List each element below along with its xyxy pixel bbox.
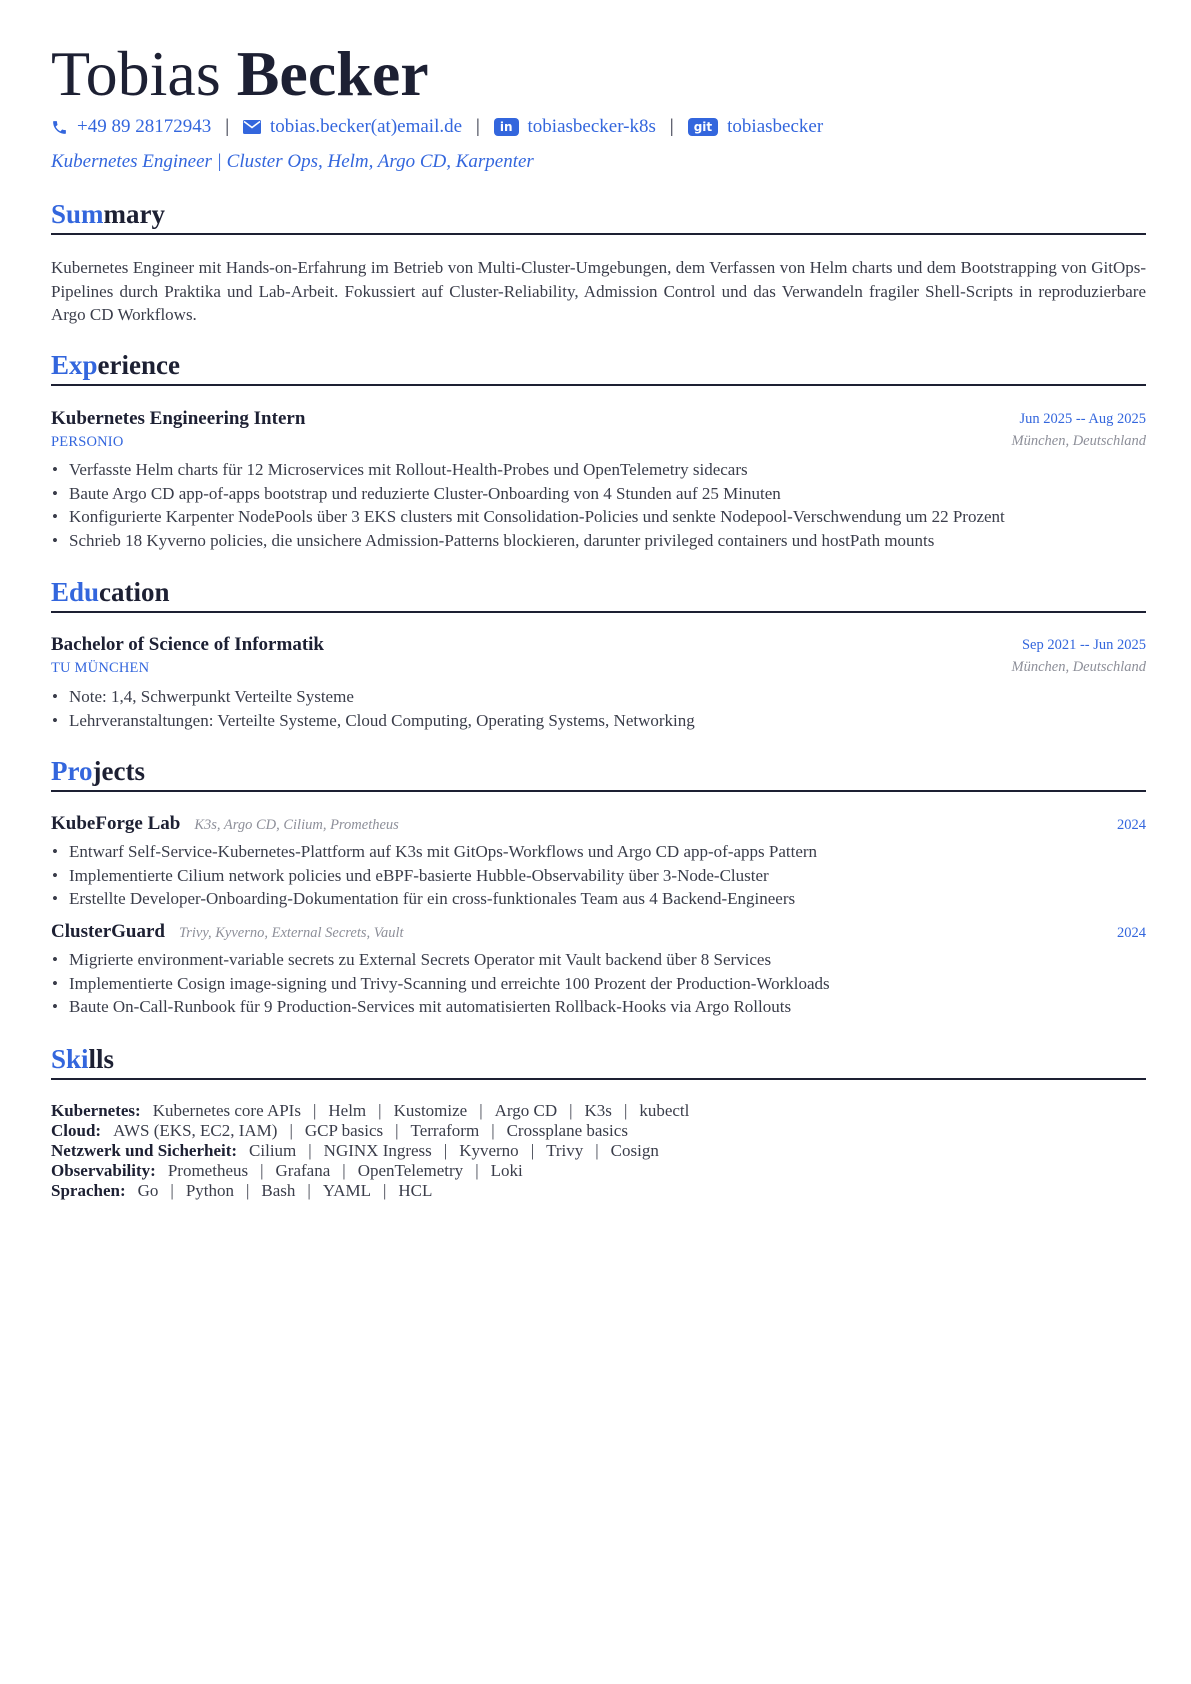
skill-separator: | [246, 1181, 250, 1200]
skill-item: GCP basics [304, 1121, 384, 1140]
contact-separator: | [669, 116, 674, 137]
section-heading-education [51, 575, 1146, 613]
section-heading-experience [51, 348, 1146, 386]
skill-item: Trivy [546, 1141, 584, 1160]
skill-item: Crossplane basics [506, 1121, 628, 1140]
tagline: Kubernetes Engineer | Cluster Ops, Helm, Argo CD, Karpenter [51, 151, 534, 172]
job-bullets [51, 458, 1005, 552]
list-item: • Implementierte Cilium network policies und eBPF-basierte Hubble-Observability über 3-Node-Cluster [51, 864, 817, 888]
phone-icon [51, 119, 68, 136]
skill-item: Prometheus [167, 1161, 249, 1180]
skill-item: Cosign [610, 1141, 659, 1160]
skill-separator: | [342, 1161, 346, 1180]
list-item: • Baute On-Call-Runbook für 9 Production-Services mit automatisierten Rollback-Hooks via Argo Rollouts [51, 995, 830, 1019]
project-tech: Trivy, Kyverno, External Secrets, Vault [179, 925, 404, 941]
skill-row [51, 1161, 689, 1181]
heading-accent: Edu [51, 577, 100, 607]
contact-linkedin[interactable] [494, 114, 656, 140]
skill-item: Bash [261, 1181, 296, 1200]
skill-item: YAML [322, 1181, 371, 1200]
skill-item: K3s [584, 1101, 612, 1120]
skill-item: Go [137, 1181, 159, 1200]
skill-separator: | [530, 1141, 535, 1160]
project-title [51, 921, 404, 943]
skill-item: Loki [490, 1161, 523, 1180]
skill-separator: | [623, 1101, 628, 1120]
job-location: München, Deutschland [1011, 433, 1146, 449]
list-item: • Implementierte Cosign image-signing und Trivy-Scanning und erreichte 100 Prozent der Production-Workloads [51, 972, 830, 996]
degree-title: Bachelor of Science of Informatik [51, 634, 324, 655]
linkedin-handle: tobiasbecker-k8s [527, 116, 656, 137]
list-item: • Lehrveranstaltungen: Verteilte Systeme, Cloud Computing, Operating Systems, Networking [51, 709, 695, 733]
heading-accent: Sum [51, 199, 104, 229]
skill-item: OpenTelemetry [357, 1161, 464, 1180]
project-bullets [51, 840, 817, 911]
github-handle: tobiasbecker [727, 116, 824, 137]
education-bullets [51, 685, 695, 732]
skill-item: AWS (EKS, EC2, IAM) [113, 1121, 278, 1140]
project-bullets [51, 948, 830, 1019]
skill-item: Terraform [410, 1121, 480, 1140]
git-icon: git [688, 118, 718, 136]
skill-separator: | [312, 1101, 317, 1120]
email-address: tobias.becker(at)email.de [270, 116, 463, 137]
heading-rest: cation [99, 577, 170, 607]
skill-separator: | [382, 1181, 387, 1200]
job-dates: Jun 2025 -- Aug 2025 [1019, 411, 1146, 427]
skill-row [51, 1181, 689, 1201]
skill-item: Grafana [275, 1161, 331, 1180]
skill-item: Helm [328, 1101, 367, 1120]
skill-item: Python [185, 1181, 234, 1200]
skill-item: NGINX Ingress [323, 1141, 432, 1160]
contact-phone[interactable] [51, 114, 211, 140]
list-item: • Note: 1,4, Schwerpunkt Verteilte Systeme [51, 685, 695, 709]
skill-separator: | [479, 1101, 483, 1120]
skill-item: Argo CD [494, 1101, 558, 1120]
list-item: • Migrierte environment-variable secrets zu External Secrets Operator mit Vault backend über 8 Services [51, 948, 830, 972]
job-title: Kubernetes Engineering Intern [51, 408, 306, 429]
skill-separator: | [395, 1121, 399, 1140]
skill-row [51, 1101, 689, 1121]
skill-separator: | [308, 1141, 312, 1160]
heading-accent: Ski [51, 1044, 89, 1074]
skills-list [51, 1101, 689, 1201]
heading-rest: mary [103, 199, 166, 229]
skill-separator: | [170, 1181, 174, 1200]
skill-separator: | [307, 1181, 311, 1200]
skill-category-label: Observability: [51, 1161, 156, 1180]
skill-item: Kyverno [459, 1141, 519, 1160]
contact-github[interactable] [688, 114, 823, 140]
list-item: • Konfigurierte Karpenter NodePools über 3 EKS clusters mit Consolidation-Policies und senkte Nodepool-Verschwendung um 22 Prozent [51, 505, 1005, 529]
skill-separator: | [378, 1101, 382, 1120]
heading-rest: jects [92, 756, 145, 786]
project-name: KubeForge Lab [51, 813, 181, 834]
job-company: PERSONIO [51, 434, 124, 450]
linkedin-icon: in [494, 118, 519, 136]
project-title [51, 813, 399, 835]
skill-row [51, 1141, 689, 1161]
heading-rest: lls [88, 1044, 115, 1074]
skill-item: kubectl [639, 1101, 690, 1120]
summary-text: Kubernetes Engineer mit Hands-on-Erfahrung im Betrieb von Multi-Cluster-Umgebungen, dem Verfassen von Helm charts und dem Bootstrapping von GitOps-Pipelines durch Praktika und Lab-Arbeit. Fokussiert auf Cluster-Reliability, Admission Control und das Verwandeln fragiler Shell-Scripts in reproduzierbare Argo CD Workflows. [51, 258, 1146, 324]
contact-separator: | [476, 116, 480, 137]
last-name: Becker [236, 38, 429, 109]
section-heading-summary [51, 197, 1146, 235]
skill-row [51, 1121, 689, 1141]
skill-item: Kubernetes core APIs [152, 1101, 301, 1120]
skill-item: Cilium [249, 1141, 297, 1160]
skill-item: HCL [398, 1181, 433, 1200]
contact-line [51, 114, 823, 140]
list-item: • Entwarf Self-Service-Kubernetes-Plattform auf K3s mit GitOps-Workflows und Argo CD app-of-apps Pattern [51, 840, 817, 864]
heading-rest: erience [97, 350, 180, 380]
skill-separator: | [595, 1141, 599, 1160]
skill-separator: | [475, 1161, 479, 1180]
skill-category-label: Kubernetes: [51, 1101, 141, 1120]
skill-separator: | [260, 1161, 264, 1180]
list-item: • Verfasste Helm charts für 12 Microservices mit Rollout-Health-Probes und OpenTelemetry sidecars [51, 458, 1005, 482]
skill-category-label: Sprachen: [51, 1181, 126, 1200]
project-name: ClusterGuard [51, 921, 165, 942]
candidate-name [51, 38, 429, 110]
skill-item: Kustomize [393, 1101, 468, 1120]
contact-separator: | [225, 116, 230, 137]
education-dates: Sep 2021 -- Jun 2025 [1021, 637, 1146, 653]
project-date: 2024 [1117, 817, 1146, 833]
project-date: 2024 [1117, 925, 1146, 941]
section-heading-skills [51, 1042, 1146, 1080]
section-heading-projects [51, 754, 1146, 792]
skill-separator: | [289, 1121, 293, 1140]
skill-category-label: Cloud: [51, 1121, 102, 1140]
project-tech: K3s, Argo CD, Cilium, Prometheus [194, 817, 399, 833]
skill-category-label: Netzwerk und Sicherheit: [51, 1141, 238, 1160]
skill-separator: | [491, 1121, 495, 1140]
list-item: • Schrieb 18 Kyverno policies, die unsichere Admission-Patterns blockieren, darunter privileged containers und hostPath mounts [51, 529, 1005, 553]
skill-separator: | [569, 1101, 573, 1120]
list-item: • Baute Argo CD app-of-apps bootstrap und reduzierte Cluster-Onboarding von 4 Stunden auf 25 Minuten [51, 482, 1005, 506]
skill-separator: | [443, 1141, 448, 1160]
phone-number: +49 89 28172943 [77, 116, 212, 137]
first-name: Tobias [51, 38, 221, 109]
contact-email[interactable] [243, 114, 462, 140]
list-item: • Erstellte Developer-Onboarding-Dokumentation für ein cross-funktionales Team aus 4 Backend-Engineers [51, 887, 817, 911]
envelope-icon [243, 120, 261, 134]
school-location: München, Deutschland [1011, 659, 1146, 675]
heading-accent: Exp [51, 350, 98, 380]
school-name: TU MÜNCHEN [51, 660, 150, 676]
heading-accent: Pro [51, 756, 93, 786]
